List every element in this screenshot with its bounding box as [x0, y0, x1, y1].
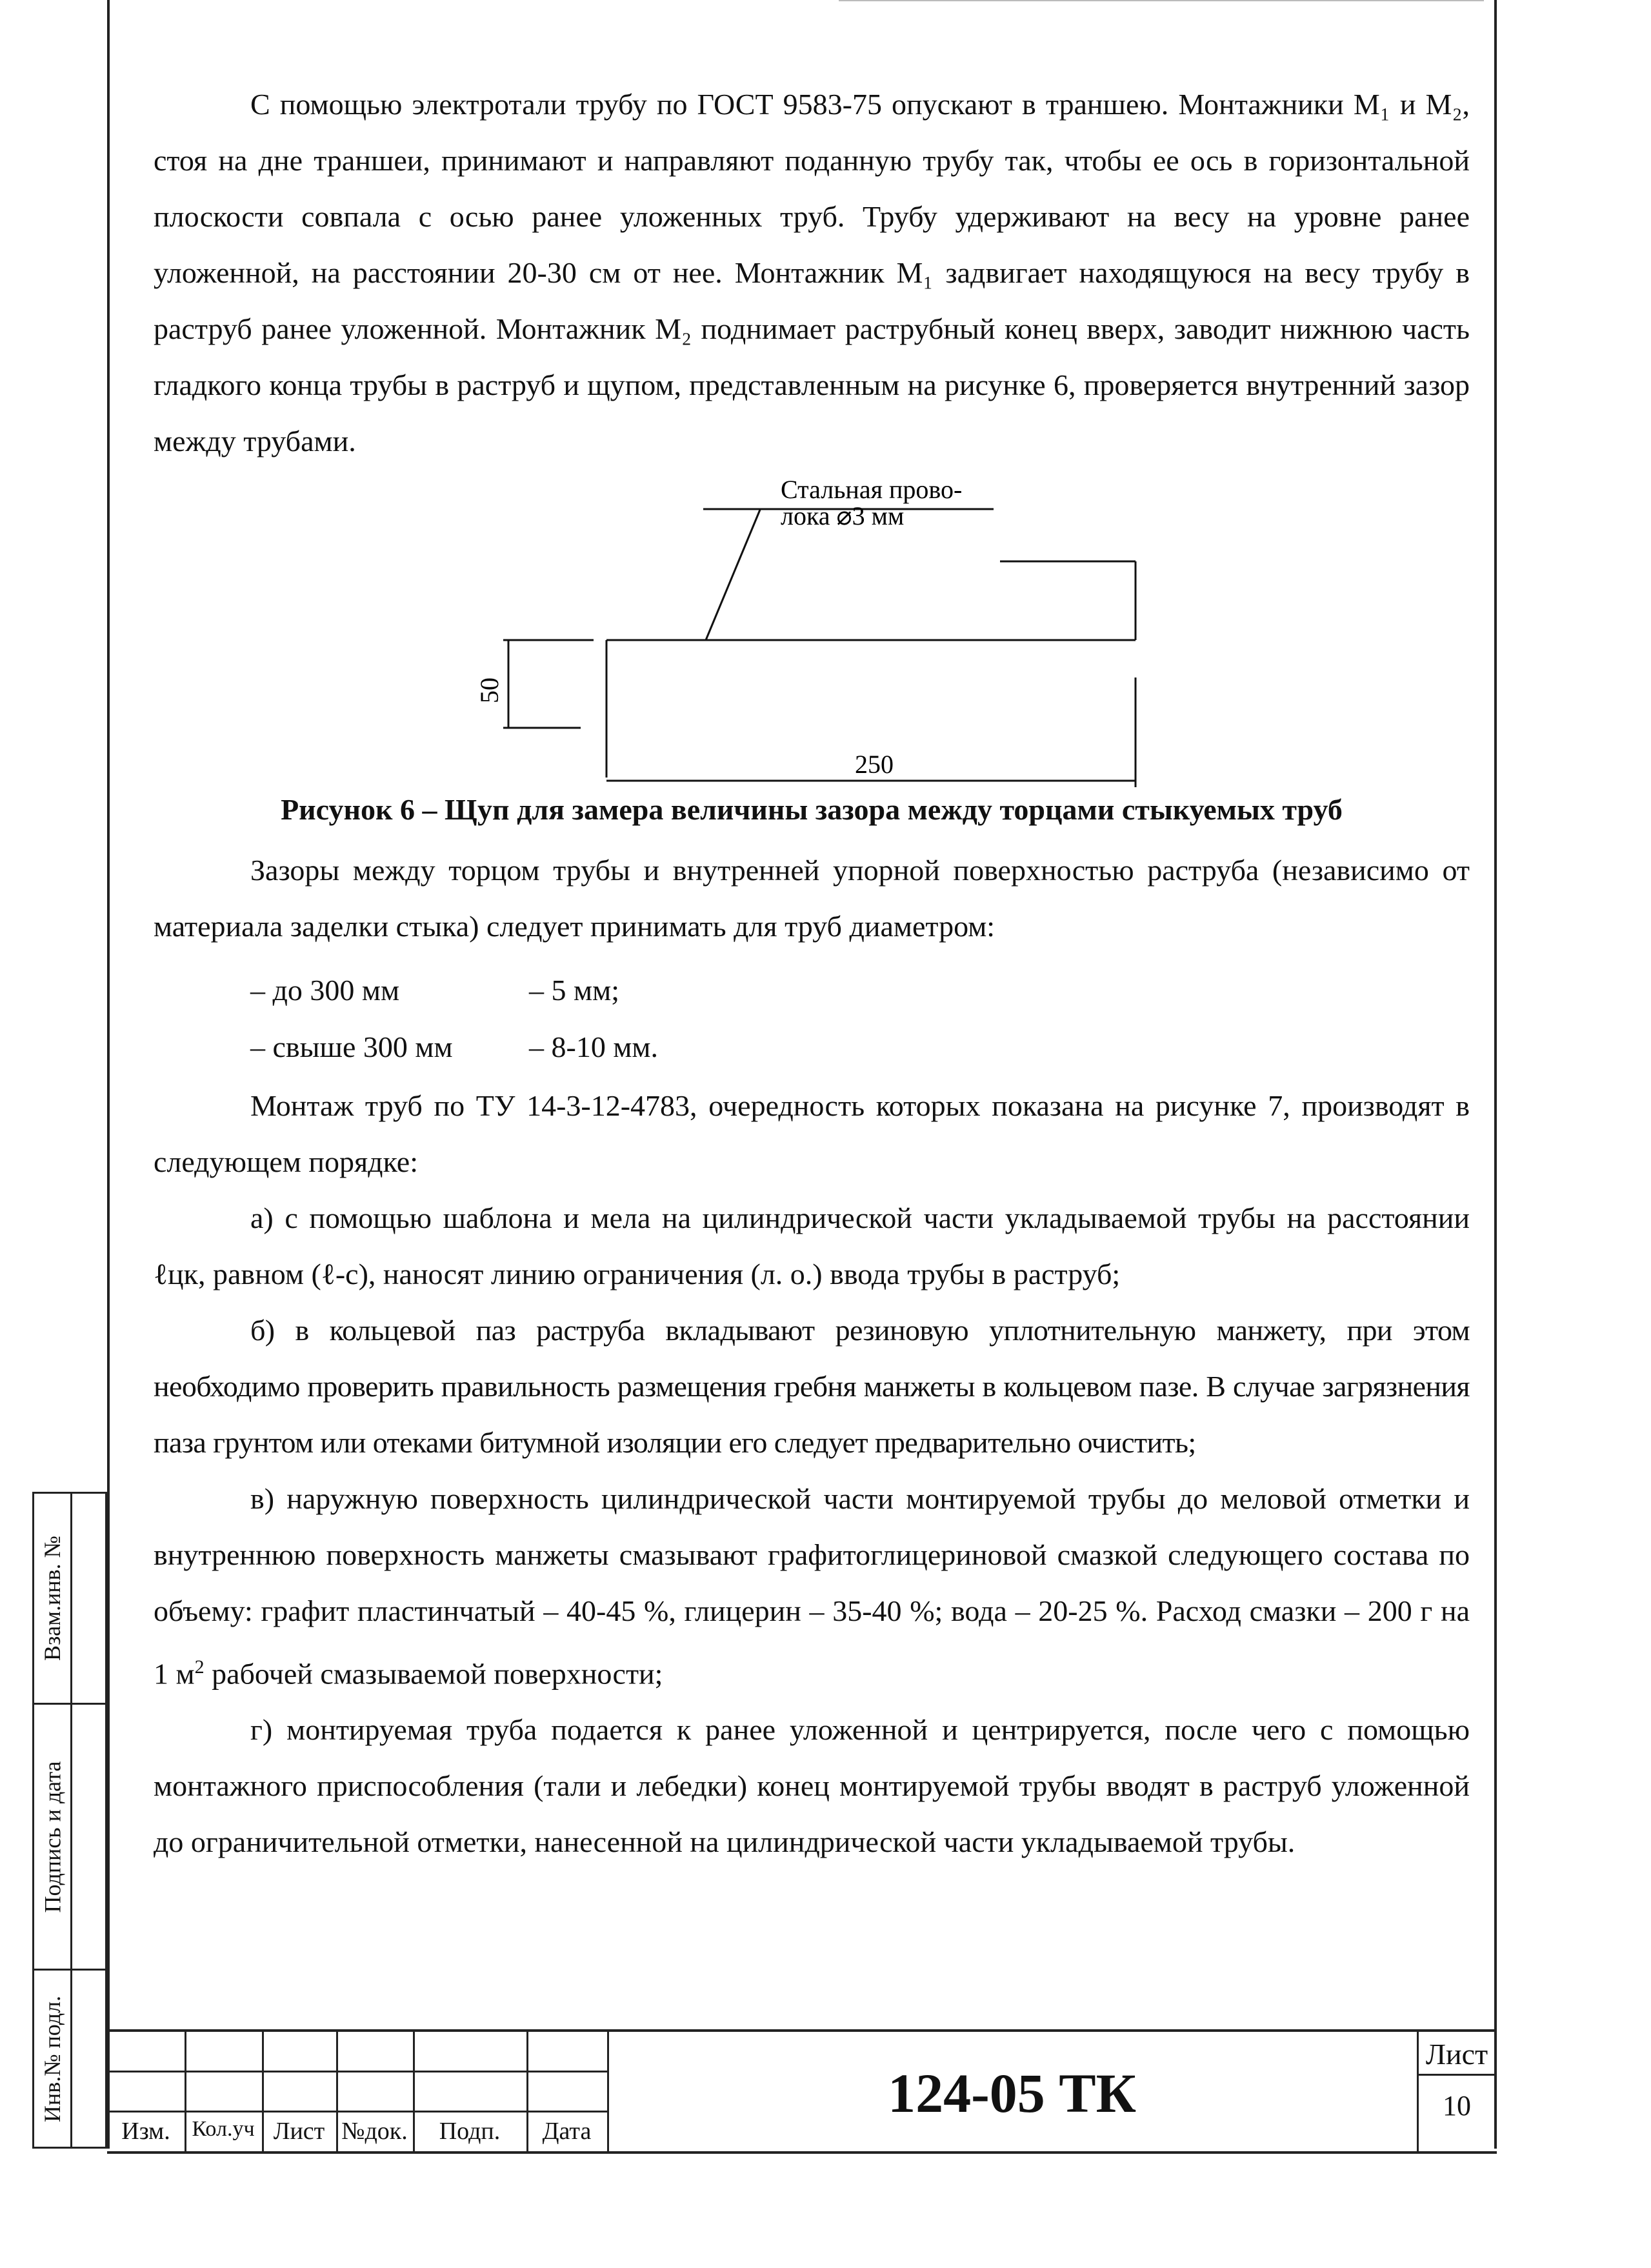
tb-col-ndok: №док.	[341, 2118, 408, 2145]
frame-left-border	[107, 0, 110, 2149]
paragraph-6	[154, 1470, 1470, 1701]
side-label-inv-podl: Инв.№ подл.	[39, 1995, 65, 2122]
list-item-label: – до 300 мм	[250, 974, 400, 1007]
leader-label-2: лока ⌀3 мм	[781, 501, 905, 530]
paragraph-3: Монтаж труб по ТУ 14-3-12-4783, очередность которых показана на рисунке 7, производят в следующем порядке:	[154, 1089, 1470, 1178]
leader-line	[706, 510, 760, 640]
paragraph-2: Зазоры между торцом трубы и внутренней упорной поверхностью раструба (независимо от материала заделки стыка) следует принимать для труб диаметром:	[154, 854, 1470, 943]
tb-col-data: Дата	[542, 2118, 592, 2145]
paragraph-6-tail: рабочей смазываемой поверхности;	[204, 1657, 663, 1691]
document-code: 124-05 ТК	[888, 2062, 1136, 2124]
probe-drawing	[452, 465, 1194, 787]
paragraph-6-text: в) наружную поверхность цилиндрической части монтируемой трубы до меловой отметки и внутреннюю поверхность манжеты смазывают графитоглицериновой смазкой следующего состава по объему: графит пластинчатый – 40-45 %, глицерин – 35-40 %; вода – 20-25 %. Расход смазки – 200 г на 1 м	[154, 1482, 1470, 1691]
tb-col-kol-uch: Кол.уч	[192, 2117, 255, 2141]
figure-caption: Рисунок 6 – Щуп для замера величины зазора между торцами стыкуемых труб	[281, 793, 1343, 826]
list-item-value: – 5 мм;	[529, 974, 619, 1007]
main-text-block-lower	[154, 1078, 1470, 1870]
frame-right-border	[1494, 0, 1497, 2149]
tb-col-list: Лист	[273, 2118, 325, 2145]
side-stamp-inv-podl	[32, 1969, 107, 2149]
side-label-sign-date: Подпись и дата	[39, 1761, 66, 1912]
list-item-label: – свыше 300 мм	[250, 1030, 453, 1063]
dim-height-label: 50	[475, 677, 504, 703]
side-stamp-sign-date	[32, 1703, 107, 1971]
leader-label-1: Стальная прово-	[781, 475, 963, 504]
paragraph-7: г) монтируемая труба подается к ранее уложенной и центрируется, после чего с помощью монтажного приспособления (тали и лебедки) конец монтируемой трубы вводят в раструб уложенной до ограничительной отметки, нанесенной на цилиндрической части укладываемой трубы.	[154, 1713, 1470, 1859]
main-text-block-top	[154, 76, 1470, 469]
paragraph-6-superscript: 2	[194, 1656, 205, 1678]
tb-col-podp: Подп.	[439, 2118, 501, 2145]
side-label-zam-inv: Взам.инв. №	[39, 1536, 65, 1661]
paragraph-4: а) с помощью шаблона и мела на цилиндрической части укладываемой трубы на расстоянии ℓцк, равном (ℓ-с), наносят линию ограничения (л. о.) ввода трубы в раструб;	[154, 1201, 1470, 1290]
figure-6-probe	[452, 465, 1194, 787]
sheet-label: Лист	[1425, 2038, 1488, 2071]
paragraph-5: б) в кольцевой паз раструба вкладывают резиновую уплотнительную манжету, при этом необходимо проверить правильность размещения гребня манжеты в кольцевом пазе. В случае загрязнения паза грунтом или отеками битумной изоляции его следует предварительно очистить;	[154, 1314, 1470, 1459]
tb-col-izm: Изм.	[121, 2118, 170, 2145]
list-item-value: – 8-10 мм.	[529, 1030, 659, 1063]
title-block	[107, 2029, 1497, 2154]
sheet-number: 10	[1443, 2090, 1471, 2122]
paragraph-1: С помощью электротали трубу по ГОСТ 9583-75 опускают в траншею. Монтажники М₁ и М₂, стоя на дне траншеи, принимают и направляют поданную трубу так, чтобы ее ось в горизонтальной плоскости совпала с осью ранее уложенных труб. Трубу удерживают на весу на уровне ранее уложенной, на расстоянии 20-30 см от нее. Монтажник М₁ задвигает находящуюся на весу трубу в раструб ранее уложенной. Монтажник М₂ поднимает раструбный конец вверх, заводит нижнюю часть гладкого конца трубы в раструб и щупом, представленным на рисунке 6, проверяется внутренний зазор между трубами.	[154, 88, 1470, 457]
side-stamp-zam-inv	[32, 1492, 107, 1705]
main-text-block-middle	[154, 842, 1470, 954]
scan-edge-mark	[839, 0, 1484, 5]
dim-width-label: 250	[855, 750, 894, 779]
